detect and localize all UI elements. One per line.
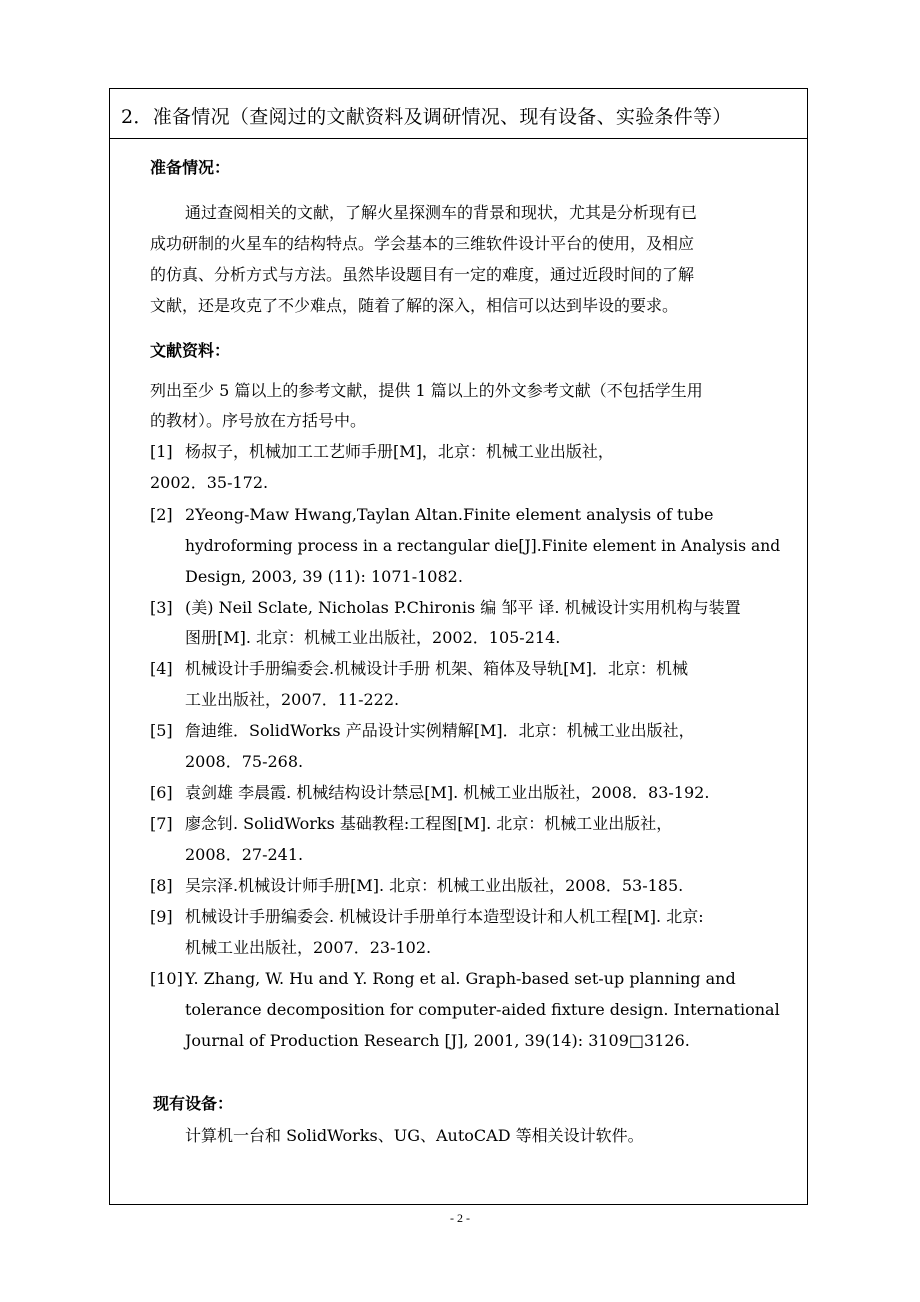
preparation-line-1: 通过查阅相关的文献，了解火星探测车的背景和现状，尤其是分析现有已: [185, 203, 698, 222]
reference-line: tolerance decomposition for computer-aided fixture design. International: [185, 1000, 780, 1019]
reference-line: (美) Neil Sclate, Nicholas P.Chironis 编 邹平 译. 机械设计实用机构与装置: [185, 598, 741, 617]
reference-number: [1]: [150, 442, 173, 461]
reference-line: 2Yeong-Maw Hwang,Taylan Altan.Finite element analysis of tube: [185, 505, 714, 524]
reference-line: 工业出版社，2007．11-222.: [185, 690, 400, 709]
section-heading: 2．准备情况（查阅过的文献资料及调研情况、现有设备、实验条件等）: [121, 106, 732, 128]
literature-intro-line-1: 列出至少 5 篇以上的参考文献，提供 1 篇以上的外文参考文献（不包括学生用: [150, 381, 703, 400]
literature-intro-line-2: 的教材）。序号放在方括号中。: [150, 411, 367, 430]
reference-number: [2]: [150, 505, 173, 524]
reference-line: 机械设计手册编委会. 机械设计手册单行本造型设计和人机工程[M]. 北京:: [185, 907, 704, 926]
reference-line: 詹迪维．SolidWorks 产品设计实例精解[M]．北京：机械工业出版社，: [185, 721, 695, 740]
preparation-line-2: 成功研制的火星车的结构特点。学会基本的三维软件设计平台的使用，及相应: [150, 234, 695, 253]
equipment-title: 现有设备：: [153, 1094, 234, 1113]
reference-line: 吴宗泽.机械设计师手册[M]. 北京：机械工业出版社，2008．53-185.: [185, 876, 684, 895]
preparation-line-3: 的仿真、分析方式与方法。虽然毕设题目有一定的难度，通过近段时间的了解: [150, 265, 695, 284]
reference-line: Y. Zhang, W. Hu and Y. Rong et al. Graph-based set-up planning and: [185, 969, 736, 988]
reference-line: 2008．27-241.: [185, 845, 304, 864]
reference-number: [4]: [150, 659, 173, 678]
reference-number: [10]: [150, 969, 183, 988]
reference-number: [3]: [150, 598, 173, 617]
reference-number: [6]: [150, 783, 173, 802]
reference-line: 杨叔子，机械加工工艺师手册[M]，北京：机械工业出版社，: [185, 442, 614, 461]
reference-line: 袁剑雄 李晨霞. 机械结构设计禁忌[M]. 机械工业出版社，2008．83-192.: [185, 783, 710, 802]
reference-line: 机械设计手册编委会.机械设计手册 机架、箱体及导轨[M]．北京：机械: [185, 659, 689, 678]
reference-line: 机械工业出版社，2007．23-102.: [185, 938, 432, 957]
reference-number: [7]: [150, 814, 173, 833]
literature-title: 文献资料：: [150, 341, 231, 360]
preparation-line-4: 文献，还是攻克了不少难点，随着了解的深入，相信可以达到毕设的要求。: [150, 296, 679, 315]
reference-line: 2002．35-172.: [150, 473, 269, 492]
page-number: - 2 -: [450, 1211, 470, 1225]
reference-line: hydroforming process in a rectangular die[J].Finite element in Analysis and: [185, 536, 781, 555]
reference-line: Journal of Production Research [J], 2001, 39(14): 3109□3126.: [185, 1031, 690, 1050]
reference-number: [8]: [150, 876, 173, 895]
equipment-text: 计算机一台和 SolidWorks、UG、AutoCAD 等相关设计软件。: [185, 1126, 644, 1145]
reference-line: 图册[M]. 北京：机械工业出版社，2002．105-214.: [185, 628, 561, 647]
reference-number: [5]: [150, 721, 173, 740]
reference-number: [9]: [150, 907, 173, 926]
section-header-row: [110, 89, 807, 139]
reference-line: Design, 2003, 39 (11): 1071-1082.: [185, 567, 463, 586]
preparation-title: 准备情况：: [150, 158, 231, 177]
reference-line: 2008．75-268.: [185, 752, 304, 771]
reference-line: 廖念钊. SolidWorks 基础教程:工程图[M]. 北京：机械工业出版社，: [185, 814, 673, 833]
